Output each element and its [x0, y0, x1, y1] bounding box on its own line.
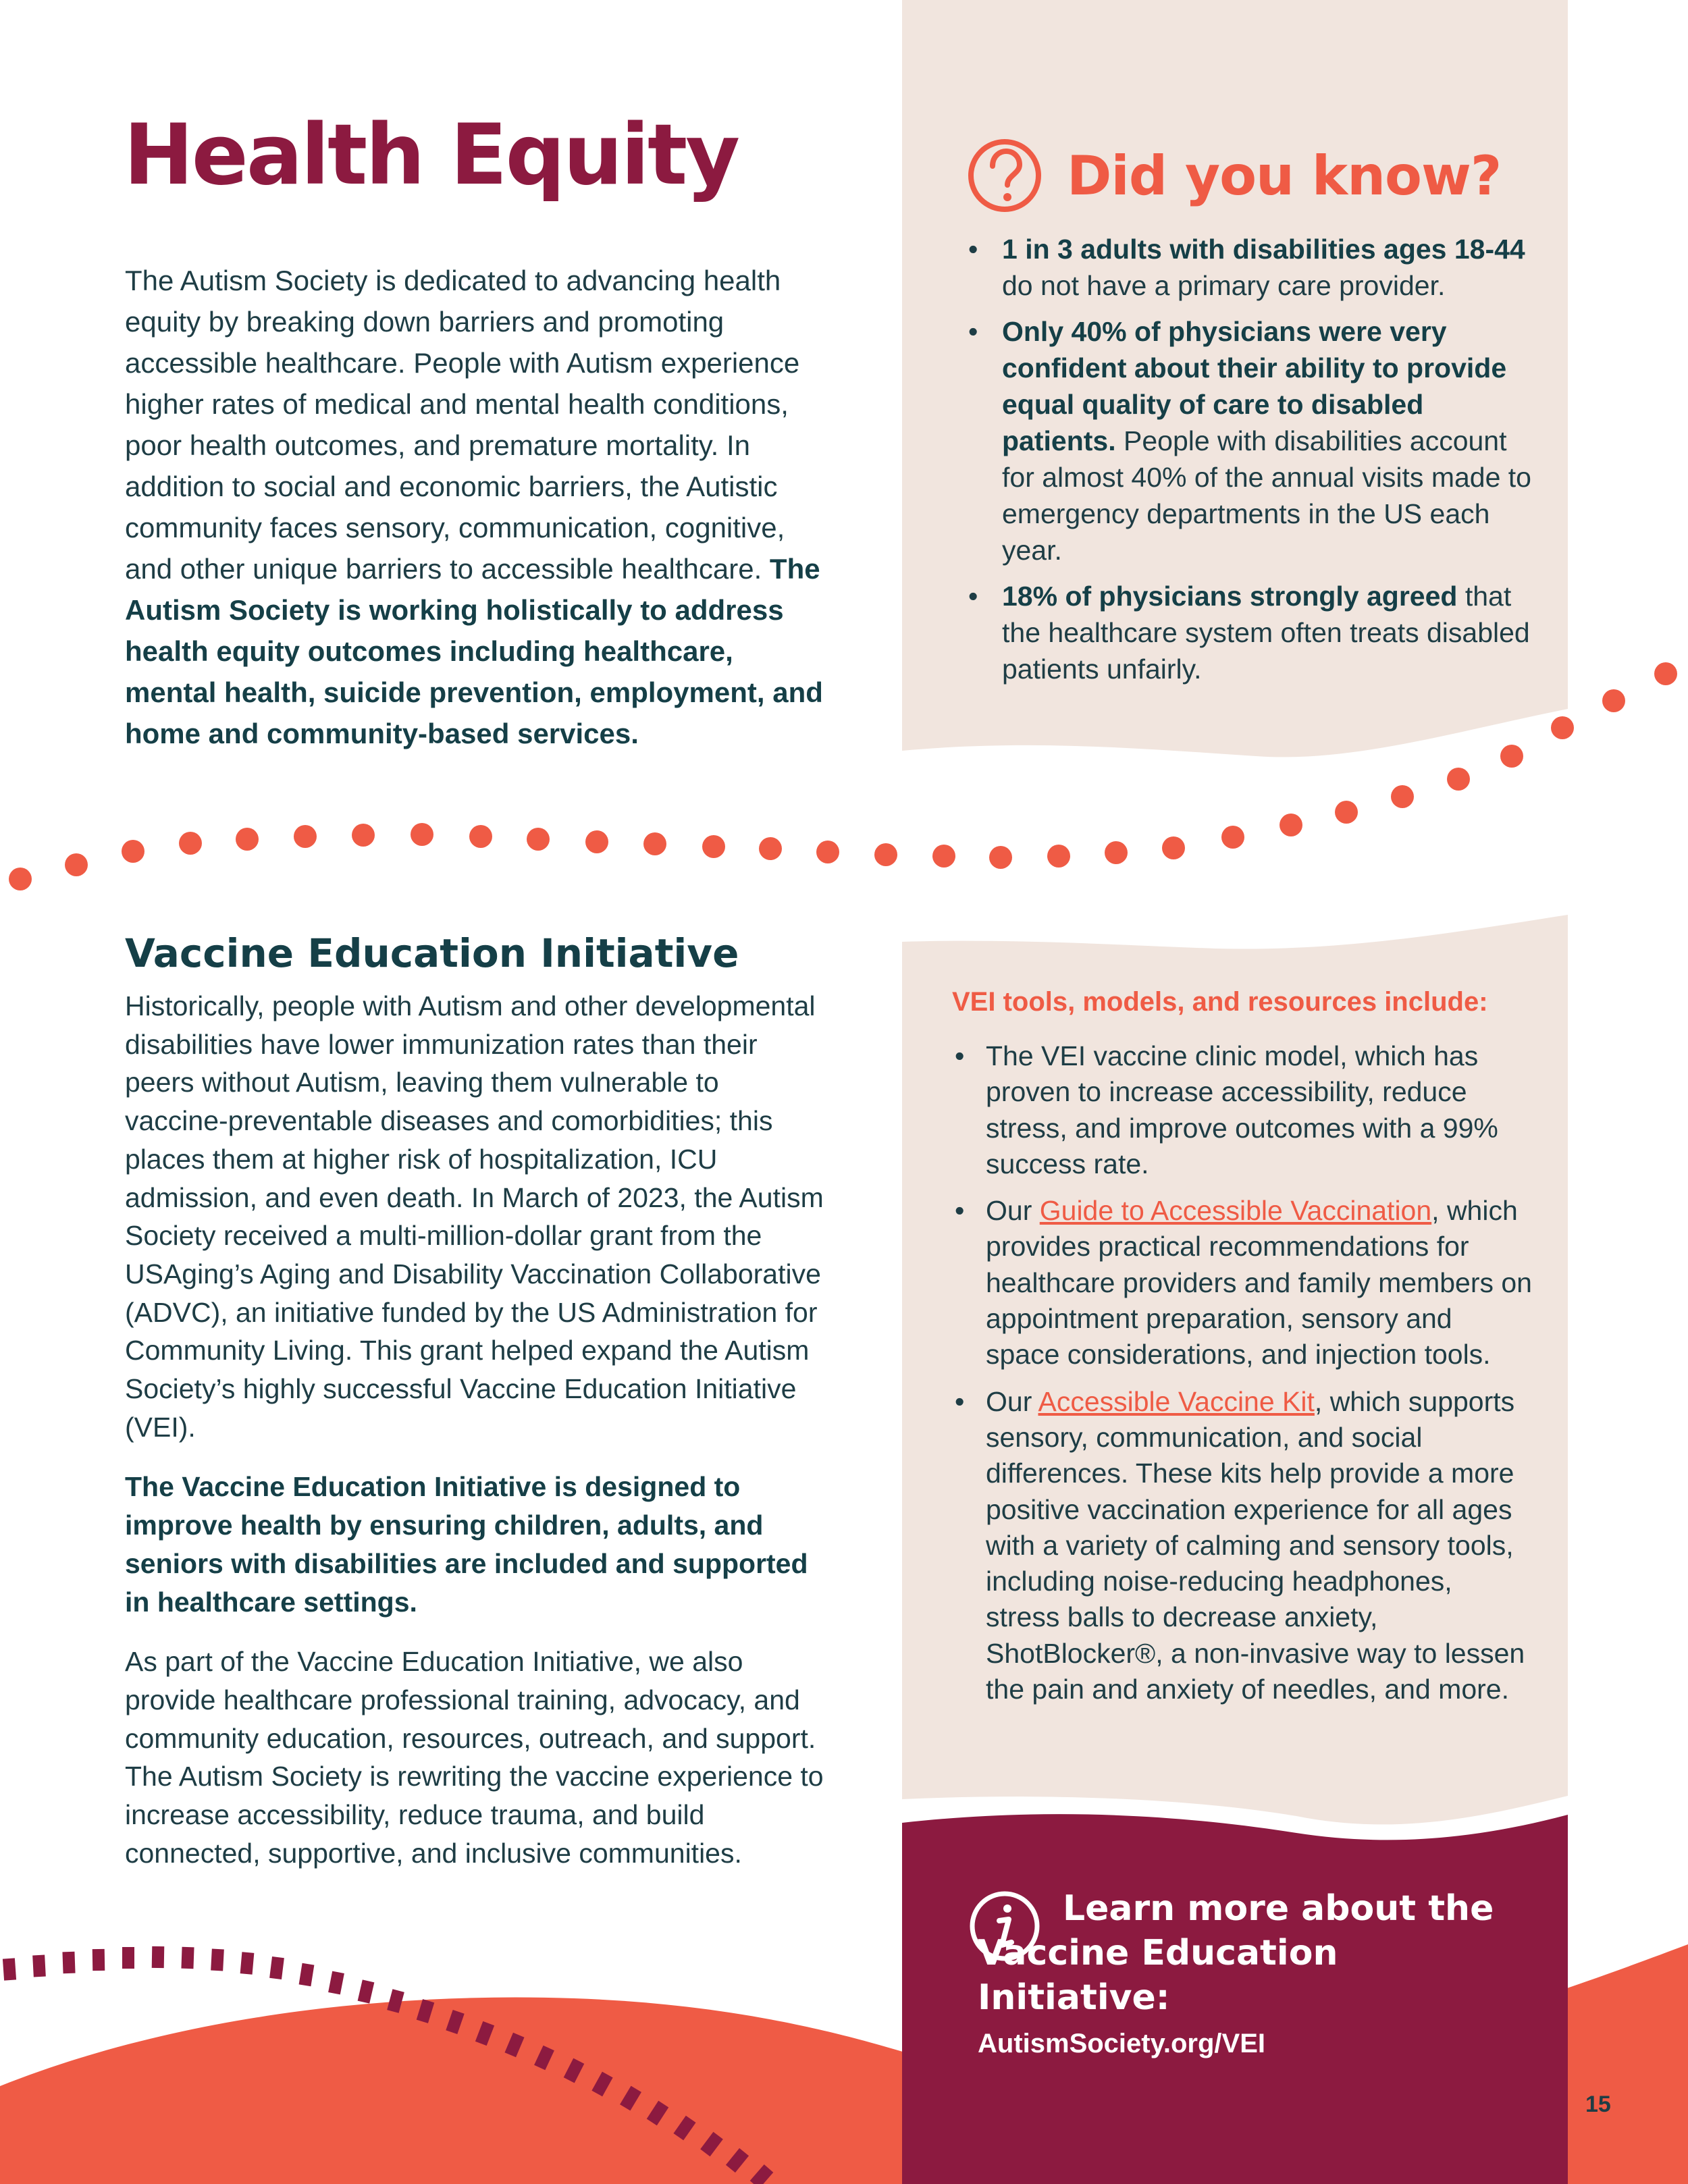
- learn-more-title: Learn more about the Vaccine Education Initiative:: [978, 1888, 1494, 2018]
- learn-more-url-link[interactable]: AutismSociety.org/VEI: [978, 2029, 1266, 2058]
- vei-paragraph-2-bold: The Vaccine Education Initiative is designed to improve health by ensuring children, adults, and seniors with disabilities are included and supported in healthcare settings.: [125, 1471, 808, 1618]
- vei-paragraph-1: Historically, people with Autism and other developmental disabilities have lower immunization rates than their peers without Autism, leaving them vulnerable to vaccine-preventable diseases and comorbidities; this places them at higher risk of hospitalization, ICU admission, and even death. In March of 2023, the Autism Society received a multi-million-dollar grant from the USAging’s Aging and Disability Vaccination Collaborative (ADVC), an initiative funded by the US Administration for Community Living. This grant helped expand the Autism Society’s highly successful Vaccine Education Initiative (VEI).: [125, 990, 824, 1443]
- did-you-know-header: [966, 132, 1501, 219]
- decorative-dot: [9, 868, 32, 890]
- decorative-dot: [352, 824, 375, 847]
- decorative-dot: [65, 853, 88, 876]
- decorative-dot: [585, 830, 608, 853]
- vei-paragraph-3: As part of the Vaccine Education Initiative, we also provide healthcare professional training, advocacy, and community education, resources, outreach, and support. The Autism Society is rewriting the vaccine experience to increase accessibility, reduce trauma, and build connected, supportive, and inclusive communities.: [125, 1646, 824, 1869]
- decorative-dash: [122, 1947, 134, 1969]
- decorative-dash: [211, 1949, 224, 1971]
- question-circle-icon: [966, 136, 1044, 215]
- decorative-dot: [643, 832, 666, 855]
- decorative-dash: [181, 1947, 194, 1969]
- vei-section-title: Vaccine Education Initiative: [125, 930, 739, 976]
- decorative-dot: [179, 832, 202, 855]
- did-you-know-list: [959, 231, 1533, 697]
- intro-bold-text: The Autism Society is working holistically to address health equity outcomes including healthcare, mental health, suicide prevention, employment, and home and community-based services.: [125, 553, 823, 749]
- decorative-dash: [299, 1963, 315, 1986]
- decorative-dot: [702, 835, 725, 858]
- decorative-dash: [62, 1952, 75, 1974]
- decorative-dot: [236, 828, 259, 851]
- vei-body: [125, 987, 827, 1894]
- list-item: [945, 1384, 1533, 1708]
- decorative-dot: [816, 841, 839, 863]
- list-item: [945, 1038, 1533, 1182]
- intro-text: The Autism Society is dedicated to advancing health equity by breaking down barriers and promoting accessible healthcare. People with Autism experience higher rates of medical and mental health conditions, poor health outcomes, and premature mortality. In addition to social and economic barriers, the Autistic community faces sensory, communication, cognitive, and other unique barriers to accessible healthcare.: [125, 265, 800, 585]
- decorative-dash: [240, 1952, 255, 1974]
- decorative-dot: [1447, 768, 1470, 791]
- decorative-dot: [1221, 826, 1244, 849]
- decorative-dot: [759, 837, 782, 860]
- tool-text: The VEI vaccine clinic model, which has proven to increase accessibility, reduce stress, and improve outcomes with a 99% success rate.: [986, 1040, 1498, 1179]
- page-number: 15: [1585, 2092, 1611, 2117]
- list-item: [945, 1193, 1533, 1373]
- tool-text: , which provides practical recommendations for healthcare providers and family members on appointment preparation, sensory and space considerations, and injection tools.: [986, 1195, 1532, 1370]
- stat-bold: Only 40% of physicians were very confident about their ability to provide equal quality of care to disabled patients.: [1002, 316, 1507, 456]
- decorative-dot: [1551, 716, 1574, 739]
- guide-to-accessible-vaccination-link[interactable]: Guide to Accessible Vaccination: [1039, 1195, 1432, 1227]
- stat-bold: 1 in 3 adults with disabilities ages 18-44: [1002, 234, 1525, 265]
- vei-tools-heading: VEI tools, models, and resources include:: [952, 987, 1488, 1017]
- list-item: [959, 578, 1533, 687]
- accessible-vaccine-kit-link[interactable]: Accessible Vaccine Kit: [1038, 1385, 1315, 1417]
- decorative-dot: [469, 825, 492, 848]
- decorative-dash: [269, 1956, 284, 1979]
- decorative-dot: [932, 845, 955, 868]
- decorative-dot: [1047, 845, 1070, 868]
- decorative-dot: [1391, 785, 1414, 808]
- decorative-dash: [328, 1971, 344, 1995]
- decorative-dot: [294, 825, 317, 848]
- decorative-dot: [874, 843, 897, 866]
- tool-prefix: Our: [986, 1195, 1040, 1227]
- decorative-dot: [411, 823, 433, 846]
- tool-text: , which supports sensory, communication, and social differences. These kits help provide a more positive vaccination experience for all ages with a variety of calming and sensory tools, including noise-reducing headphones, stress balls to decrease anxiety, ShotBlocker®, a non-invasive way to lessen the pain and anxiety of needles, and more.: [986, 1385, 1525, 1705]
- list-item: [959, 313, 1533, 568]
- decorative-dot: [122, 840, 144, 863]
- decorative-dot: [527, 828, 550, 851]
- decorative-dash: [152, 1946, 165, 1968]
- did-you-know-title: Did you know?: [1067, 144, 1502, 207]
- stat-text: People with disabilities account for almost 40% of the annual visits made to emergency departments in the US each year.: [1002, 425, 1531, 566]
- tool-prefix: Our: [986, 1385, 1038, 1417]
- decorative-dash: [3, 1958, 16, 1980]
- decorative-dash: [93, 1949, 105, 1971]
- decorative-dot: [1500, 745, 1523, 768]
- decorative-dot: [1654, 662, 1677, 685]
- decorative-dash: [358, 1979, 375, 2003]
- decorative-dot: [1105, 841, 1128, 864]
- decorative-dash: [32, 1955, 46, 1977]
- stat-text: do not have a primary care provider.: [1002, 270, 1446, 301]
- decorative-dot: [989, 846, 1012, 869]
- page-title: Health Equity: [124, 107, 739, 204]
- list-item: [959, 231, 1533, 304]
- stat-text: that the healthcare system often treats disabled patients unfairly.: [1002, 581, 1530, 685]
- stat-bold: 18% of physicians strongly agreed: [1002, 581, 1458, 612]
- vei-tools-list: [945, 1038, 1533, 1718]
- decorative-dot: [1280, 814, 1302, 836]
- decorative-dot: [1162, 836, 1185, 859]
- decorative-dot: [1335, 801, 1358, 824]
- health-equity-intro: [125, 260, 827, 754]
- vei-paragraph-2: [125, 1468, 827, 1621]
- decorative-dot: [1602, 689, 1625, 712]
